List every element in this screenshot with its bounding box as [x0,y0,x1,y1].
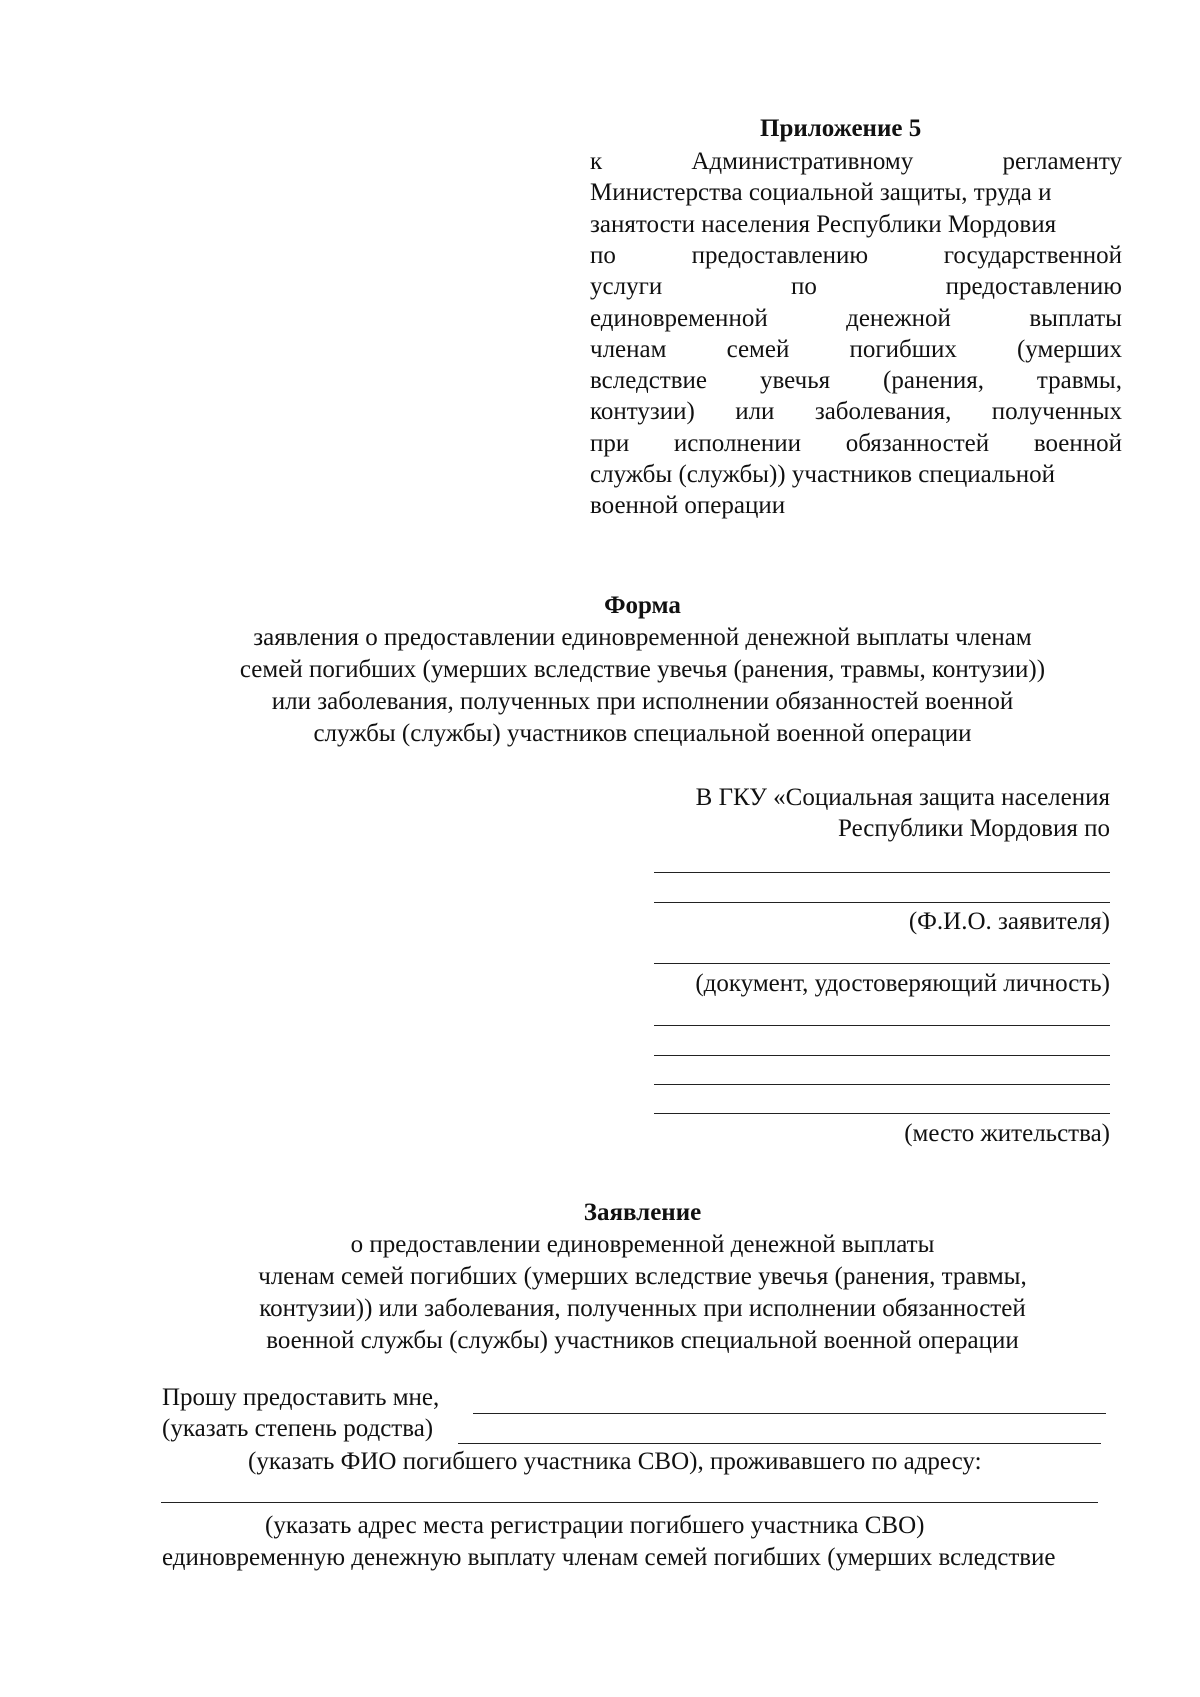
appendix-word: (умерших [1016,335,1122,363]
appendix-word: Административному [691,148,914,175]
appendix-line [590,177,1122,209]
kinship-label: (указать степень родства) [162,1415,434,1442]
statement-subtitle-line: военной службы (службы) участников специальной военной операции [266,1327,1019,1354]
deceased-caption: (указать ФИО погибшего участника СВО), проживавшего по адресу: [248,1448,982,1475]
fio-blank-line[interactable] [654,963,1110,964]
appendix-word: выплаты [1029,304,1122,332]
appendix-word: при [590,429,630,457]
addressee-line: В ГКУ «Социальная защита населения [695,784,1110,811]
appendix-line [590,459,1122,491]
appendix-word: семей [726,335,790,363]
residence-blank-line[interactable] [654,1084,1110,1085]
appendix-word: военной операции [590,492,786,520]
addressee-blank-line[interactable] [654,872,1110,873]
appendix-line [590,365,1122,397]
address-blank-line[interactable] [161,1502,1098,1503]
statement-subtitle-line: контузии)) или заболевания, полученных при исполнении обязанностей [259,1295,1026,1322]
appendix-word: увечья [759,367,831,395]
form-subtitle-line: или заболевания, полученных при исполнении обязанностей военной [271,688,1014,715]
caption-document: (документ, удостоверяющий личность) [695,970,1110,997]
appendix-word: полученных [991,398,1122,426]
appendix-word: или [735,398,775,426]
appendix-word: членам [590,335,667,363]
appendix-word: (ранения, [883,367,984,395]
appendix-word: обязанностей [845,429,990,457]
form-subtitle-line: семей погибших (умерших вследствие увечья (ранения, травмы, контузии)) [239,656,1046,683]
appendix-title: Приложение 5 [760,115,922,142]
request-label: Прошу предоставить мне, [162,1384,440,1411]
caption-fio: (Ф.И.О. заявителя) [908,908,1110,935]
appendix-word: предоставлению [691,241,869,269]
appendix-line [590,334,1122,366]
statement-continuation: единовременную денежную выплату членам семей погибших (умерших вследствие [162,1544,1056,1571]
kinship-blank-line[interactable] [458,1443,1101,1444]
document-blank-line[interactable] [654,1025,1110,1026]
caption-residence: (место жительства) [904,1120,1110,1147]
appendix-word: военной [1033,429,1122,457]
appendix-word: регламенту [1002,148,1122,175]
residence-blank-line[interactable] [654,1113,1110,1114]
statement-subtitle-line: о предоставлении единовременной денежной выплаты [350,1231,935,1258]
request-blank-line[interactable] [473,1413,1106,1414]
appendix-line [590,396,1122,428]
addressee-line: Республики Мордовия по [838,815,1110,842]
appendix-word: денежной [846,304,951,332]
appendix-word: по [790,273,817,301]
appendix-line [590,209,1122,241]
appendix-word: травмы, [1036,367,1122,395]
statement-title: Заявление [583,1199,702,1226]
statement-subtitle-line: членам семей погибших (умерших вследствие увечья (ранения, травмы, [258,1263,1027,1290]
appendix-word: занятости населения Республики Мордовия [590,210,1057,238]
appendix-word: единовременной [590,304,768,332]
form-subtitle-line: службы (службы) участников специальной военной операции [313,720,972,747]
appendix-word: вследствие [590,367,708,395]
form-subtitle-line: заявления о предоставлении единовременной денежной выплаты членам [253,624,1032,651]
appendix-word: услуги [590,273,663,301]
appendix-word: предоставлению [945,273,1122,301]
appendix-line [590,303,1122,335]
appendix-line [590,428,1122,460]
appendix-word: к [590,148,603,175]
document-blank-line[interactable] [654,1055,1110,1056]
address-caption: (указать адрес места регистрации погибшего участника СВО) [265,1512,925,1539]
appendix-line [590,490,1122,522]
appendix-word: погибших [849,335,957,363]
appendix-word: государственной [943,241,1122,269]
appendix-word: Министерства социальной защиты, труда и [590,179,1052,207]
appendix-word: контузии) [590,398,695,426]
form-title: Форма [604,592,681,619]
addressee-blank-line[interactable] [654,902,1110,903]
appendix-word: по [590,241,616,269]
appendix-word: службы (службы)) участников специальной [590,461,1056,488]
appendix-word: исполнении [673,429,802,457]
appendix-line [590,271,1122,303]
appendix-word: заболевания, [814,398,952,426]
appendix-line [590,146,1122,178]
appendix-line [590,240,1122,272]
